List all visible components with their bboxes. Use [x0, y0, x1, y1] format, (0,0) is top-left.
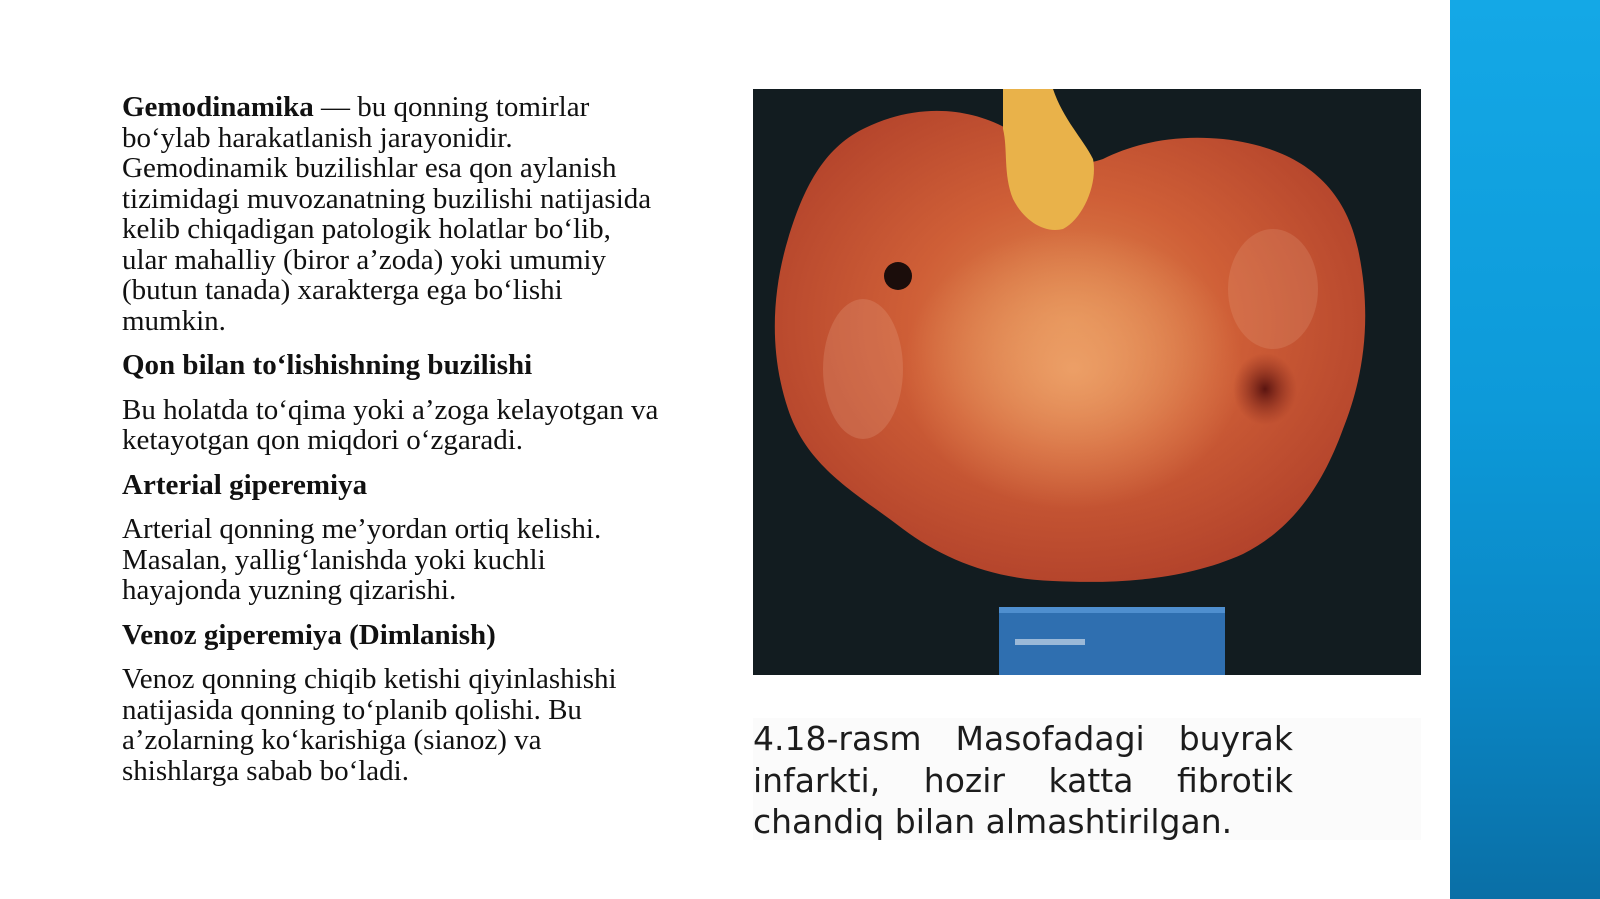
- section-text-venous: Venoz qonning chiqib ketishi qiyinlashishi natijasida qonning to‘planib qolishi. Bu a’zolarning ko‘karishiga (sianoz) va shishlarga sabab bo‘ladi.: [122, 663, 617, 787]
- intro-term: Gemodinamika: [122, 91, 314, 123]
- section-text-arterial: Arterial qonning me’yordan ortiq kelishi. Masalan, yallig‘lanishda yoki kuchli hayajonda yuzning qizarishi.: [122, 513, 602, 606]
- intro-paragraph: [122, 92, 662, 336]
- kidney-illustration: [753, 89, 1421, 675]
- accent-side-bar: [1450, 0, 1600, 899]
- section-heading-venous: Venoz giperemiya (Dimlanish): [122, 618, 496, 651]
- caption-text: 4.18-rasm Masofadagi buyrak infarkti, hozir katta fibrotik chandiq bilan almashtirilgan.: [753, 719, 1293, 841]
- main-text-column: [122, 92, 662, 800]
- figure-caption: [753, 718, 1421, 840]
- section-text-filling: Bu holatda to‘qima yoki a’zoga kelayotgan va ketayotgan qon miqdori o‘zgaradi.: [122, 393, 659, 456]
- kidney-photo: [753, 89, 1421, 675]
- intro-text: — bu qonning tomirlar bo‘ylab harakatlanish jarayonidir. Gemodinamik buzilishlar esa qon aylanish tizimidagi muvozanatning buzilishi natijasida kelib chiqadigan patologik holatlar bo‘lib, ular mahalliy (biror a’zoda) yoki umumiy (butun tanada) xarakterga ega bo‘lishi mumkin.: [122, 91, 652, 337]
- section-heading-arterial: Arterial giperemiya: [122, 468, 368, 501]
- section-heading-filling: Qon bilan to‘lishishning buzilishi: [122, 349, 533, 381]
